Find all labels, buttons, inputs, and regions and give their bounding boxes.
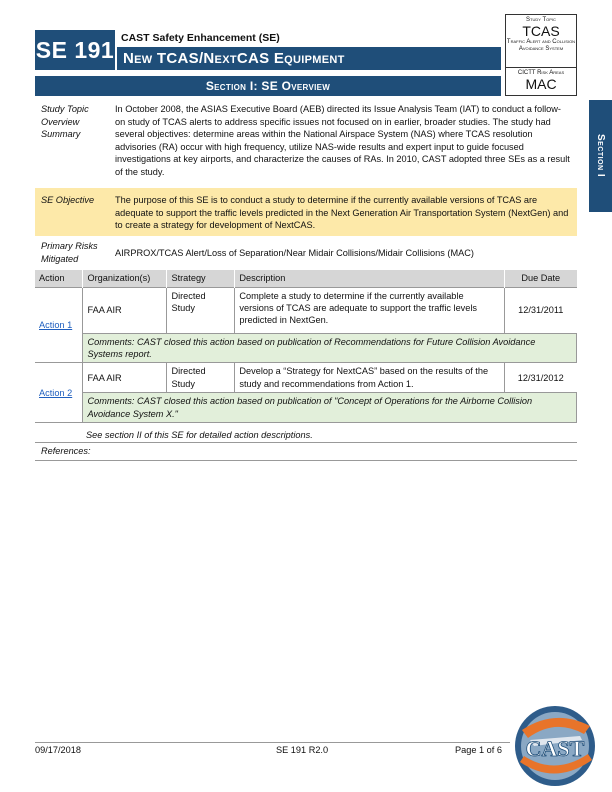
risks-label: Primary Risks Mitigated (41, 241, 98, 264)
due-date-cell: 12/31/2011 (505, 287, 577, 333)
table-header-row (35, 270, 577, 287)
org-cell: FAA AIR (83, 287, 167, 333)
section-heading: Section I: SE Overview (35, 76, 501, 96)
table-row (35, 363, 577, 393)
description-cell: Develop a “Strategy for NextCAS” based on the results of the study and recommendations from Action 1. (235, 363, 505, 393)
study-topic-label: Study Topic (526, 17, 556, 23)
footer-date: 09/17/2018 (35, 745, 81, 755)
footer-page-number: Page 1 of 6 (455, 745, 502, 755)
footer-divider (35, 742, 510, 743)
due-date-cell: 12/31/2012 (505, 363, 577, 393)
footer-doc-id: SE 191 R2.0 (276, 745, 329, 755)
section-side-tab: Section I (589, 100, 612, 212)
comment-row (35, 393, 577, 423)
study-topic-desc: Traffic Alert and Collision Avoidance System (506, 39, 576, 53)
references-label: References: (41, 446, 91, 456)
study-topic-box (505, 14, 577, 68)
references-row (35, 442, 577, 461)
action-table (35, 270, 577, 423)
risk-area-value: MAC (525, 76, 557, 93)
header-action: Action (35, 270, 83, 287)
cast-logo-text: CAST (525, 736, 585, 761)
comment-cell: Comments: CAST closed this action based on publication of "Concept of Operations for the Airborne Collision Avoidance System X." (83, 393, 577, 423)
risk-area-label: CICTT Risk Areas (517, 70, 565, 76)
objective-label: SE Objective (41, 195, 95, 205)
action-cell (35, 287, 83, 363)
see-section-note: See section II of this SE for detailed action descriptions. (86, 430, 313, 440)
se-title: New TCAS/NextCAS Equipment (117, 47, 501, 70)
action-1-link[interactable]: Action 1 (39, 319, 73, 330)
header-organization: Organization(s) (83, 270, 167, 287)
comment-cell: Comments: CAST closed this action based on publication of Recommendations for Future Collision Avoidance Systems report. (83, 333, 577, 363)
action-cell (35, 363, 83, 423)
risks-row (35, 240, 577, 266)
table-row (35, 287, 577, 333)
summary-row (35, 103, 577, 183)
strategy-cell: Directed Study (167, 287, 235, 333)
action-2-link[interactable]: Action 2 (39, 387, 73, 398)
cast-logo (510, 700, 600, 788)
objective-text: The purpose of this SE is to conduct a study to determine if the currently available versions of TCAS are adequate to support the traffic levels predicted in the Next Generation Air Transportation System (NextGen) and to create a strategy for development of NextCAS. (115, 195, 569, 231)
risks-text: AIRPROX/TCAS Alert/Loss of Separation/Near Midair Collisions/Midair Collisions (MAC) (115, 248, 474, 258)
strategy-cell: Directed Study (167, 363, 235, 393)
summary-text: In October 2008, the ASIAS Executive Board (AEB) directed its Issue Analysis Team (IAT) to conduct a follow-on study of TCAS alerts to address specific issues not focused on in earlier, broader studies. The study had several objectives: determine areas within the National Airspace System (NAS) where TCAS resolution advisories (RA) occur with high frequency, utilize NAS-wide results and expert input to guide focused investigations at key airports, and characterize the causes of RAs. In 2010, CAST adopted three SEs as a result of the study. (115, 104, 570, 177)
summary-label: Study Topic Overview Summary (41, 104, 89, 140)
study-topic-value: TCAS (522, 22, 560, 39)
comment-row (35, 333, 577, 363)
description-cell: Complete a study to determine if the currently available versions of TCAS are adequate to support the traffic levels predicted in NextGen. (235, 287, 505, 333)
risk-area-box (505, 68, 577, 96)
se-number-badge: SE 191 (35, 30, 115, 70)
header-description: Description (235, 270, 505, 287)
se-subtitle: CAST Safety Enhancement (SE) (121, 32, 280, 44)
org-cell: FAA AIR (83, 363, 167, 393)
objective-row (35, 188, 577, 236)
header-due-date: Due Date (505, 270, 577, 287)
header-strategy: Strategy (167, 270, 235, 287)
